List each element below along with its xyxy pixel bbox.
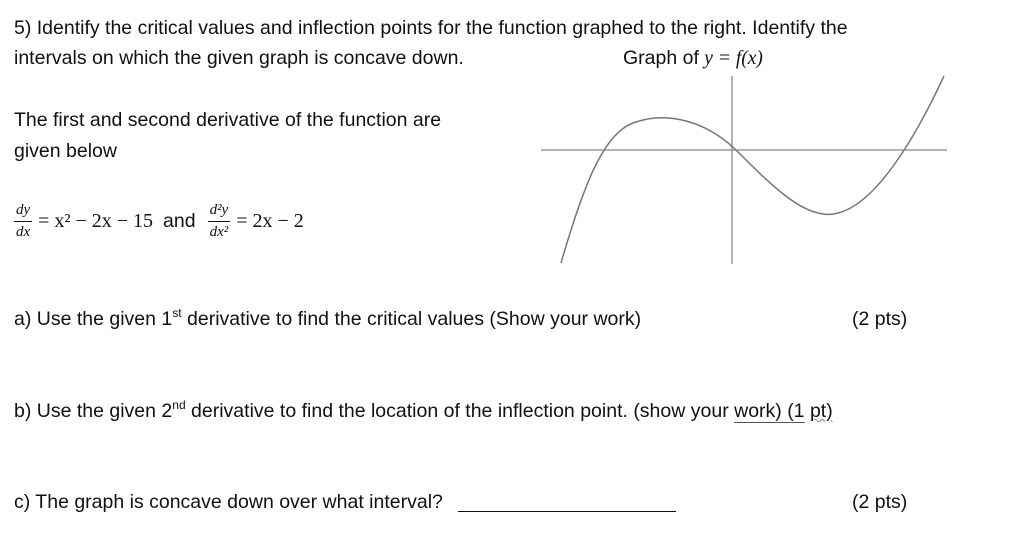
derivatives-intro-line2: given below xyxy=(14,140,117,162)
part-c-text: c) The graph is concave down over what interval? xyxy=(14,491,443,513)
part-b-question xyxy=(14,397,833,425)
part-c-points: (2 pts) xyxy=(852,491,908,513)
part-a-text-post: derivative to find the critical values (Show your work) xyxy=(181,308,642,330)
second-derivative-fraction xyxy=(208,203,231,240)
second-derivative-expression: = 2x − 2 xyxy=(236,209,304,232)
part-b-work-underlined: work) (1 xyxy=(734,400,805,422)
dx-denominator: dx xyxy=(16,223,31,240)
problem-statement-line1: 5) Identify the critical values and inflection points for the function graphed to the right. Identify the xyxy=(14,17,848,39)
part-b-superscript: nd xyxy=(172,398,186,412)
problem-statement-line2: intervals on which the given graph is concave down. xyxy=(14,47,464,69)
function-graph xyxy=(538,72,950,268)
and-label: and xyxy=(163,209,196,232)
part-b-points-unit: pt) xyxy=(809,400,833,422)
part-c-answer-blank[interactable] xyxy=(458,491,676,512)
derivatives-intro-line1: The first and second derivative of the function are xyxy=(14,109,442,131)
derivative-equations xyxy=(14,199,304,243)
d2y-numerator: d²y xyxy=(208,203,231,222)
part-a-text-pre: a) Use the given 1 xyxy=(14,308,173,330)
graph-caption-math: y = f(x) xyxy=(704,48,763,69)
part-a-points: (2 pts) xyxy=(852,308,908,330)
graph-caption-prefix: Graph of xyxy=(623,47,705,69)
first-derivative-fraction xyxy=(14,203,32,240)
dy-numerator: dy xyxy=(14,203,32,222)
graph-caption xyxy=(623,44,763,73)
dx2-denominator: dx² xyxy=(209,223,229,240)
part-a-question xyxy=(14,305,641,333)
part-b-text-pre: b) Use the given 2 xyxy=(14,400,173,422)
function-curve xyxy=(561,76,944,263)
first-derivative-expression: = x² − 2x − 15 xyxy=(38,209,154,232)
part-c-question xyxy=(14,488,676,516)
part-a-superscript: st xyxy=(172,306,182,320)
part-b-text-post: derivative to find the location of the inflection point. (show your xyxy=(185,400,735,422)
